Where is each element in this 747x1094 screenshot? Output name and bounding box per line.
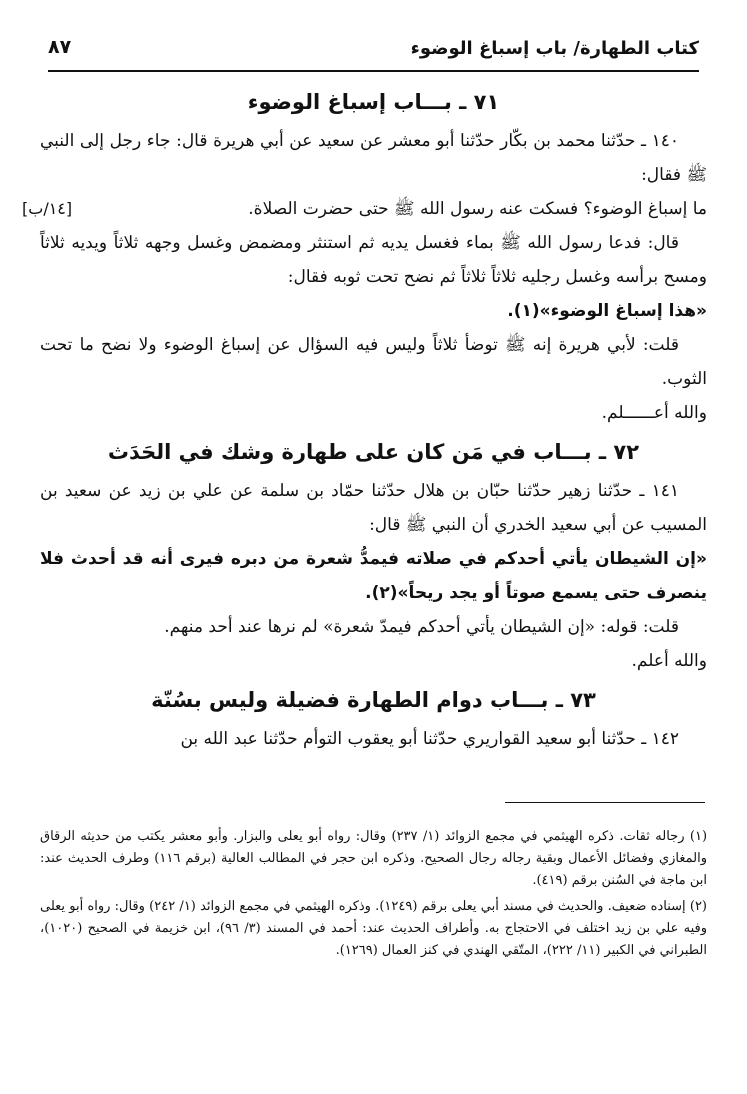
running-title: كتاب الطهارة/ باب إسباغ الوضوء bbox=[410, 38, 699, 59]
manuscript-folio-ref: [١٤/ب] bbox=[22, 199, 73, 218]
hadith-141-comment: قلت: قوله: «إن الشيطان يأتي أحدكم فيمدّ شعرة» لم نرها عند أحد منهم. bbox=[164, 617, 679, 637]
hadith-140-isnad: ١٤٠ ـ حدّثنا محمد بن بكّار حدّثنا أبو معشر عن سعيد عن أبي هريرة قال: جاء رجل إلى النبي ﷺ فقال: bbox=[40, 131, 707, 185]
footnote-divider bbox=[505, 802, 705, 803]
footnotes bbox=[40, 826, 707, 966]
hadith-140-quote: «هذا إسباغ الوضوء»(١). bbox=[507, 301, 707, 321]
section-71-closing: والله أعــــــلم. bbox=[601, 403, 707, 423]
page-header bbox=[48, 30, 699, 72]
hadith-140-body: قال: فدعا رسول الله ﷺ بماء فغسل يديه ثم استنثر ومضمض وغسل وجهه ثلاثاً ويديه ثلاثاً ومسح برأسه وغسل رجليه ثلاثاً ثلاثاً ثم نضح تحت ثوبه فقال: bbox=[40, 233, 707, 287]
section-heading-73: ٧٣ ـ بـــاب دوام الطهارة فضيلة وليس بسُنّة bbox=[151, 688, 596, 712]
main-text bbox=[22, 80, 707, 756]
hadith-140-question bbox=[22, 192, 707, 226]
section-heading-71: ٧١ ـ بـــاب إسباغ الوضوء bbox=[247, 90, 500, 114]
section-72-closing: والله أعلم. bbox=[631, 651, 707, 671]
footnote-2: (٢) إسناده ضعيف. والحديث في مسند أبي يعلى برقم (١٢٤٩). وذكره الهيثمي في مجمع الزوائد (١/ ٢٤٢) وقال: رواه أبو يعلى وفيه علي بن زيد اختلف في الاحتجاج به. وأطراف الحديث عند: أحمد في المسند (٣/ ٩٦)، ابن خزيمة في الصحيح (١٠٢٠)، الطبراني في الكبير (١١/ ٢٢٢)، المتّقي الهندي في كنز العمال (١٢٦٩). bbox=[40, 899, 708, 958]
hadith-141-quote: «إن الشيطان يأتي أحدكم في صلاته فيمدُّ شعرة من دبره فيرى أنه قد أحدث فلا ينصرف حتى يسمع صوتاً أو يجد ريحاً»(٢). bbox=[40, 549, 707, 603]
hadith-142-isnad: ١٤٢ ـ حدّثنا أبو سعيد القواريري حدّثنا أبو يعقوب التوأم حدّثنا عبد الله بن bbox=[180, 729, 679, 749]
hadith-141-isnad: ١٤١ ـ حدّثنا زهير حدّثنا حبّان بن هلال حدّثنا حمّاد بن سلمة عن علي بن زيد عن سعيد بن المسيب عن أبي سعيد الخدري أن النبي ﷺ قال: bbox=[40, 481, 707, 535]
footnote-1: (١) رجاله ثقات. ذكره الهيثمي في مجمع الزوائد (١/ ٢٣٧) وقال: رواه أبو يعلى والبزار. وأبو معشر يكتب من حديثه الرقاق والمغازي وفضائل الأعمال وبقية رجاله رجال الصحيح. وذكره ابن حجر في المطالب العالية (برقم ١١٦) وطرف الحديث عند: ابن ماجة في السُنن برقم (٤١٩). bbox=[40, 829, 708, 888]
section-heading-72: ٧٢ ـ بـــاب في مَن كان على طهارة وشك في الحَدَث bbox=[107, 440, 640, 464]
hadith-140-comment: قلت: لأبي هريرة إنه ﷺ توضأ ثلاثاً وليس فيه السؤال عن إسباغ الوضوء ولا نضح ما تحت الثوب. bbox=[40, 335, 707, 389]
hadith-140-question-text: ما إسباغ الوضوء؟ فسكت عنه رسول الله ﷺ حتى حضرت الصلاة. bbox=[248, 199, 707, 219]
page-number: ٨٧ bbox=[48, 36, 72, 58]
